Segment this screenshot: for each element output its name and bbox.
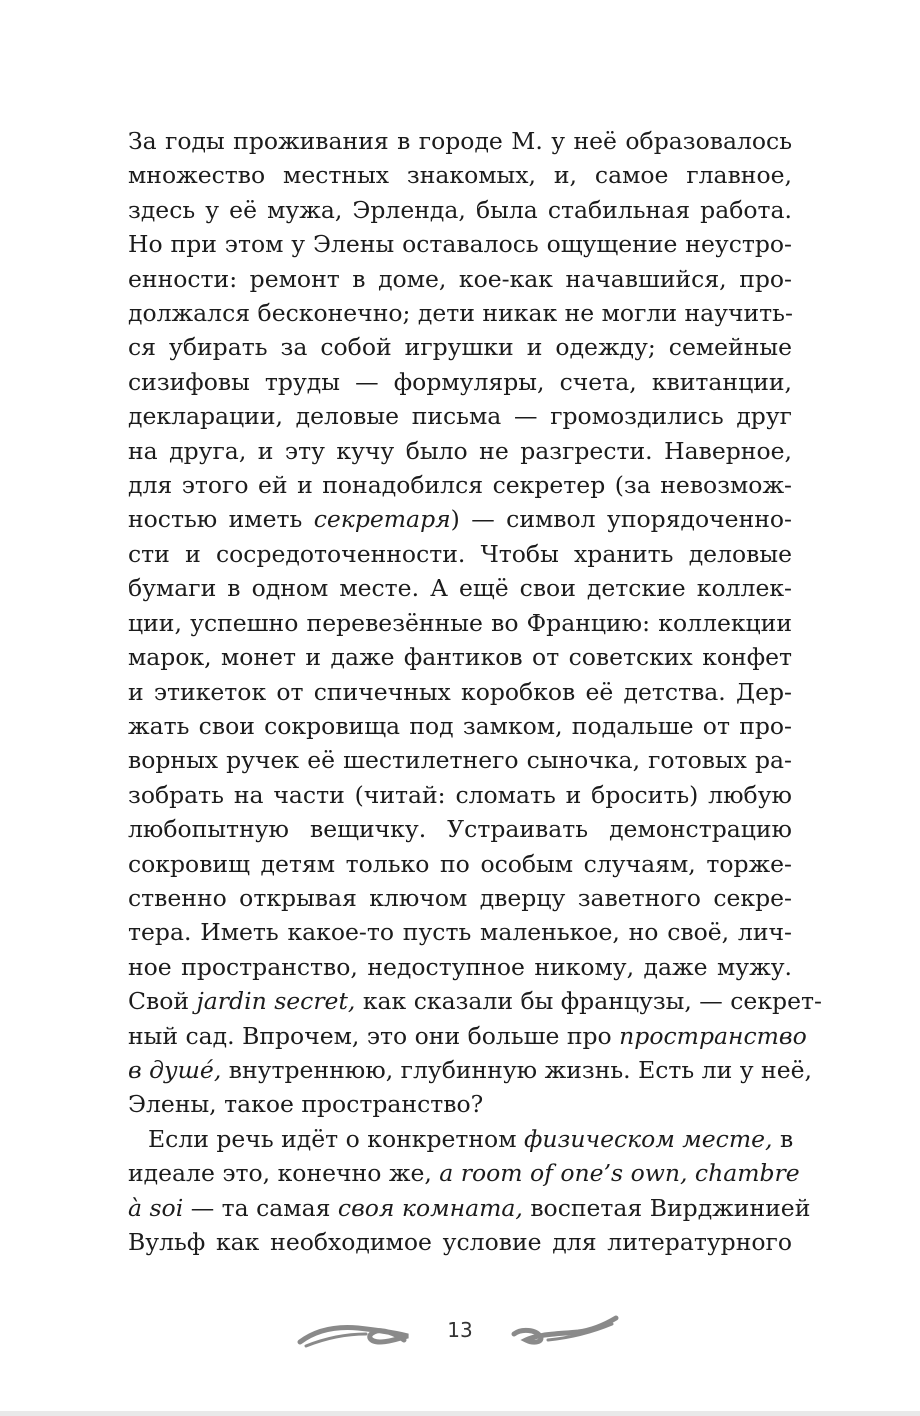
- text-line: Элены, такое пространство?: [128, 1090, 484, 1119]
- italic-text: своя комната,: [337, 1193, 523, 1222]
- text-run: внутреннюю, глубинную жизнь. Есть ли у неё,: [221, 1055, 812, 1084]
- text-run: — та самая: [183, 1193, 338, 1222]
- italic-text: пространство: [619, 1021, 807, 1050]
- italic-text: a room of one’s own, chambre: [439, 1159, 800, 1188]
- text-line: здесь у её мужа, Эрленда, была стабильная работа.: [128, 195, 792, 224]
- page-number: 13: [447, 1318, 473, 1342]
- text-line: [128, 1191, 811, 1225]
- text-run: в: [772, 1124, 794, 1153]
- text-line: должался бесконечно; дети никак не могли научить-: [128, 299, 793, 328]
- text-line: сизифовы труды — формуляры, счета, квитанции,: [128, 367, 792, 396]
- text-run: воспетая Вирджинией: [522, 1193, 811, 1222]
- text-line: ственно открывая ключом дверцу заветного секре-: [128, 883, 792, 912]
- italic-text: физическом месте,: [523, 1124, 773, 1153]
- text-line: жать свои сокровища под замком, подальше от про-: [128, 711, 792, 740]
- text-line: для этого ей и понадобился секретер (за невозмож-: [128, 471, 792, 500]
- text-run: идеале это, конечно же,: [128, 1159, 440, 1188]
- text-line: ции, успешно перевезённые во Францию: коллекции: [128, 608, 792, 637]
- text-line: Но при этом у Элены оставалось ощущение неустро-: [128, 230, 792, 259]
- text-run: Свой: [128, 987, 197, 1016]
- text-line: декларации, деловые письма — громоздились друг: [128, 402, 792, 431]
- paragraph-2: [128, 1122, 811, 1260]
- text-line: Вульф как необходимое условие для литературного: [128, 1228, 792, 1256]
- paragraph-1: [128, 124, 822, 1122]
- bottom-edge: [0, 1411, 920, 1416]
- text-run: как сказали бы французы, — секрет-: [355, 987, 822, 1016]
- text-line: [128, 502, 792, 536]
- page-footer: [0, 1308, 920, 1358]
- text-run: ный сад. Впрочем, это они больше про: [128, 1021, 620, 1050]
- text-line: и этикеток от спичечных коробков её детства. Дер-: [128, 677, 792, 706]
- text-line: бумаги в одном месте. А ещё свои детские коллек-: [128, 574, 792, 603]
- left-flourish-icon: [296, 1312, 414, 1354]
- text-line: тера. Иметь какое-то пусть маленькое, но своё, лич-: [128, 918, 792, 947]
- text-line: марок, монет и даже фантиков от советских конфет: [128, 643, 792, 672]
- text-line: сокровищ детям только по особым случаям, торже-: [128, 849, 792, 878]
- text-line: на друга, и эту кучу было не разгрести. Наверное,: [128, 436, 792, 465]
- text-line: ворных ручек её шестилетнего сыночка, готовых ра-: [128, 746, 792, 775]
- text-line: [128, 1122, 792, 1156]
- right-flourish-icon: [508, 1312, 620, 1354]
- text-run: Если речь идёт о конкретном: [148, 1124, 524, 1153]
- text-line: сти и сосредоточенности. Чтобы хранить деловые: [128, 539, 792, 568]
- text-line: [128, 1053, 812, 1087]
- text-line: [128, 984, 822, 1018]
- text-line: За годы проживания в городе М. у неё образовалось: [128, 127, 792, 155]
- italic-text: jardin secret,: [196, 987, 356, 1016]
- text-run: ностью иметь: [128, 505, 314, 534]
- text-line: зобрать на части (читай: сломать и бросить) любую: [128, 780, 792, 809]
- text-line: ное пространство, недоступное никому, даже мужу.: [128, 952, 792, 981]
- italic-text: в душé,: [128, 1055, 222, 1084]
- text-line: ся убирать за собой игрушки и одежду; семейные: [128, 333, 792, 362]
- italic-text: секретаря: [313, 505, 451, 534]
- text-run: ) — символ упорядоченно-: [450, 505, 792, 534]
- text-line: любопытную вещичку. Устраивать демонстрацию: [128, 815, 792, 844]
- text-line: множество местных знакомых, и, самое главное,: [128, 161, 792, 190]
- text-line: енности: ремонт в доме, кое-как начавшийся, про-: [128, 264, 792, 293]
- text-line: [128, 1156, 800, 1190]
- italic-text: à soi: [128, 1193, 184, 1222]
- page-body: [128, 124, 822, 1259]
- text-line: [128, 1019, 807, 1053]
